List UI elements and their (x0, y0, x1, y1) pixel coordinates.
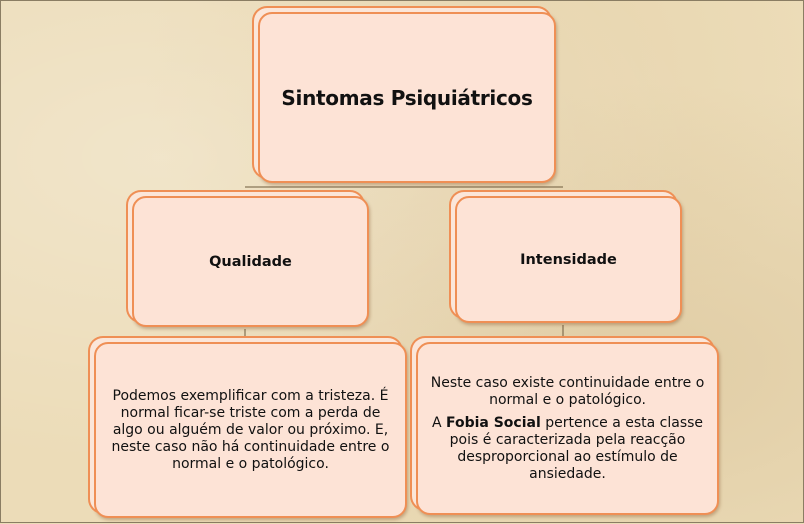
node-intensidade (455, 196, 682, 323)
intensidade-description-2 (426, 415, 709, 483)
node-intensidade-label: Intensidade (520, 251, 617, 268)
intensidade-description-2-suffix: pertence a esta classe pois é caracterizada pela reacção desproporcional ao estímulo de ansiedade. (449, 414, 704, 482)
qualidade-description: Podemos exemplificar com a tristeza. É normal ficar-se triste com a perda de algo ou alguém de valor ou próximo. E, neste caso não há continuidade entre o normal e o patológico. (111, 387, 390, 472)
title-node (258, 12, 556, 183)
diagram-title: Sintomas Psiquiátricos (281, 85, 533, 110)
intensidade-description-1: Neste caso existe continuidade entre o normal e o patológico. (430, 374, 705, 408)
node-qualidade-label: Qualidade (209, 253, 292, 270)
intensidade-description-2-prefix: A (431, 414, 446, 431)
fobia-social-term: Fobia Social (445, 414, 541, 431)
qualidade-description-node (94, 342, 407, 518)
node-qualidade (132, 196, 369, 327)
intensidade-description-node (416, 342, 719, 515)
